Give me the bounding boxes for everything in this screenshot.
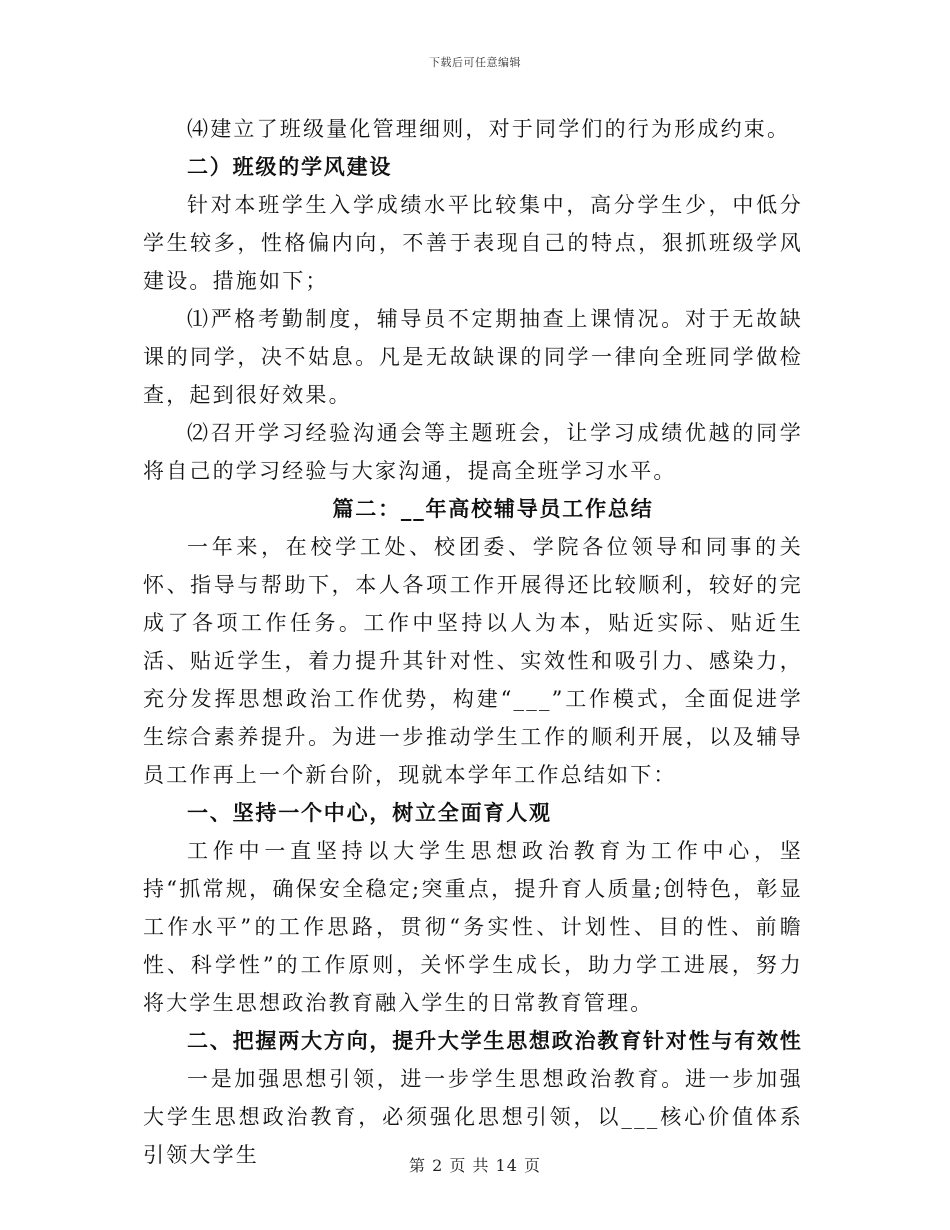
section-heading-two-directions: 二、把握两大方向，提升大学生思想政治教育针对性与有效性 xyxy=(187,1029,803,1053)
page-footer: 第 2 页 共 14 页 xyxy=(409,1156,541,1175)
header-note: 下载后可任意编辑 xyxy=(429,56,521,69)
section-heading-study-style: 二）班级的学风建设 xyxy=(187,155,393,179)
paragraph-measure-1: ⑴严格考勤制度，辅导员不定期抽查上课情况。对于无故缺课的同学，决不姑息。凡是无故缺课的同学一律向全班同学做检查，起到很好效果。 xyxy=(143,307,803,407)
paragraph-one-center: 工作中一直坚持以大学生思想政治教育为工作中心，坚持“抓常规，确保安全稳定;突重点，提升育人质量;创特色，彰显工作水平”的工作思路，贯彻“务实性、计划性、目的性、前瞻性、科学性”的工作原则，关怀学生成长，助力学工进展，努力将大学生思想政治教育融入学生的日常教育管理。 xyxy=(143,839,803,1015)
paragraph-year-summary: 一年来，在校学工处、校团委、学院各位领导和同事的关怀、指导与帮助下，本人各项工作开展得还比较顺利，较好的完成了各项工作任务。工作中坚持以人为本，贴近实际、贴近生活、贴近学生，着力提升其针对性、实效性和吸引力、感染力，充分发挥思想政治工作优势，构建“___”工作模式，全面促进学生综合素养提升。为进一步推动学生工作的顺利开展，以及辅导员工作再上一个新台阶，现就本学年工作总结如下： xyxy=(143,535,803,787)
article-title-part-two: 篇二：__年高校辅导员工作总结 xyxy=(332,497,654,521)
paragraph-two-directions: 一是加强思想引领，进一步学生思想政治教育。进一步加强大学生思想政治教育，必须强化思想引领，以___核心价值体系引领大学生 xyxy=(143,1067,803,1167)
paragraph-measure-4: ⑷建立了班级量化管理细则，对于同学们的行为形成约束。 xyxy=(187,117,791,141)
paragraph-study-style-intro: 针对本班学生入学成绩水平比较集中，高分学生少，中低分学生较多，性格偏内向，不善于表现自己的特点，狠抓班级学风建设。措施如下； xyxy=(143,193,803,293)
document-content xyxy=(143,110,803,1174)
section-heading-one-center: 一、坚持一个中心，树立全面育人观 xyxy=(187,801,552,825)
paragraph-measure-2: ⑵召开学习经验沟通会等主题班会，让学习成绩优越的同学将自己的学习经验与大家沟通，提高全班学习水平。 xyxy=(143,421,803,483)
